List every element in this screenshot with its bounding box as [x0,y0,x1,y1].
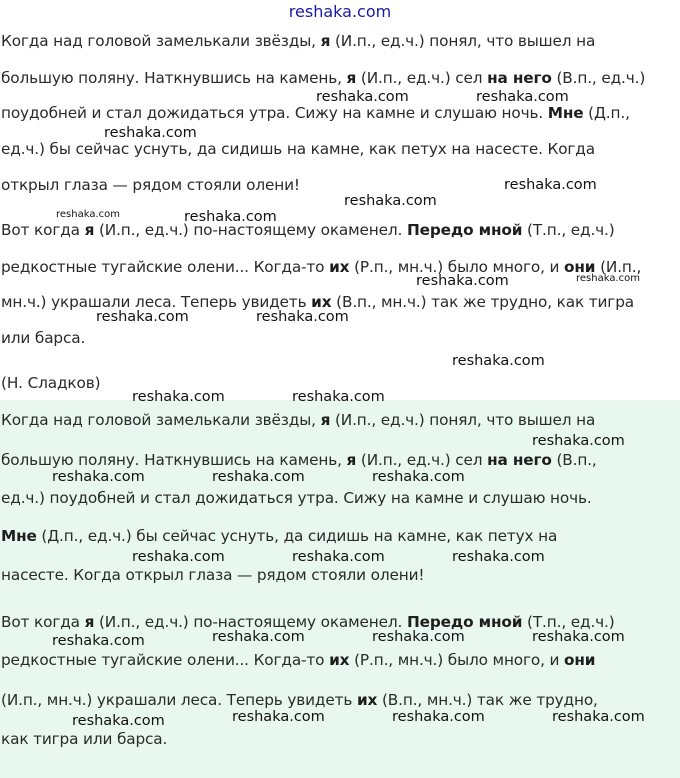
text-run: ед.ч.) поудобней и стал дожидаться утра. Сижу на камне и слушаю ночь. [1,489,592,507]
answer-line [1,565,424,585]
watermark: reshaka.com [452,549,545,565]
highlighted-pronoun: я [320,32,331,50]
text-run: (Н. Сладков) [1,374,101,392]
watermark: reshaka.com [292,549,385,565]
answer-line [1,526,557,546]
answer-line [1,410,595,430]
author-line [1,373,100,393]
top-line [1,139,595,159]
answer-line [1,650,595,670]
watermark: reshaka.com [552,709,645,725]
text-run: (В.п., мн.ч.) так же трудно, [377,691,598,709]
watermark: reshaka.com [316,89,409,105]
watermark: reshaka.com [96,309,189,325]
text-run: (И.п., ед.ч.) понял, что вышел на [330,32,596,50]
watermark: reshaka.com [372,469,465,485]
watermark: reshaka.com [212,469,305,485]
text-run: Вот когда [1,613,85,631]
top-line [1,220,615,240]
site-header[interactable]: reshaka.com [288,2,392,21]
text-run: (И.п., ед.ч.) сел [356,451,488,469]
watermark: reshaka.com [132,389,225,405]
text-run: Когда над головой замелькали звёзды, [1,411,321,429]
text-run: (И.п., ед.ч.) понял, что вышел на [330,411,596,429]
watermark: reshaka.com [232,709,325,725]
watermark: reshaka.com [532,629,625,645]
watermark: reshaka.com [372,629,465,645]
text-run: открыл глаза — рядом стояли олени! [1,176,300,194]
top-line [1,328,85,348]
watermark: reshaka.com [184,209,277,225]
highlighted-pronoun: Передо мной [406,221,523,239]
highlighted-pronoun: они [564,651,596,669]
watermark: reshaka.com [576,273,640,284]
highlighted-pronoun: их [356,691,378,709]
watermark: reshaka.com [416,273,509,289]
text-run: (И.п., мн.ч.) украшали леса. Теперь увидеть [1,691,357,709]
text-run: (Т.п., ед.ч.) [522,613,615,631]
text-run: насесте. Когда открыл глаза — рядом стояли олени! [1,566,425,584]
text-run: (Д.п., [583,104,630,122]
highlighted-pronoun: Передо мной [406,613,523,631]
text-run: мн.ч.) украшали леса. Теперь увидеть [1,293,312,311]
text-run: (Т.п., ед.ч.) [522,221,615,239]
watermark: reshaka.com [56,209,120,220]
watermark: reshaka.com [452,353,545,369]
watermark: reshaka.com [532,433,625,449]
text-run: (В.п., мн.ч.) так же трудно, как тигра [331,293,634,311]
watermark: reshaka.com [292,389,385,405]
text-run: большую поляну. Наткнувшись на камень, [1,69,347,87]
text-run: (Д.п., ед.ч.) бы сейчас уснуть, да сидишь на камне, как петух на [36,527,558,545]
answer-line [1,729,167,749]
highlighted-pronoun: я [320,411,331,429]
watermark: reshaka.com [504,177,597,193]
highlighted-pronoun: Мне [1,527,37,545]
watermark: reshaka.com [104,125,197,141]
text-run: (И.п., ед.ч.) сел [356,69,488,87]
highlighted-pronoun: их [311,293,332,311]
text-run: (И.п., ед.ч.) по-настоящему окаменел. [94,613,407,631]
highlighted-pronoun: я [84,613,95,631]
highlighted-pronoun: их [329,258,350,276]
text-run: большую поляну. Наткнувшись на камень, [1,451,347,469]
top-line [1,257,641,277]
text-run: ед.ч.) бы сейчас уснуть, да сидишь на камне, как петух на насесте. Когда [1,140,595,158]
highlighted-pronoun: Мне [547,104,584,122]
highlighted-pronoun: я [346,69,357,87]
text-run: Когда над головой замелькали звёзды, [1,32,321,50]
highlighted-pronoun: на него [487,451,552,469]
answer-line [1,488,592,508]
top-line [1,68,645,88]
top-line [1,175,300,195]
text-run: (И.п., ед.ч.) по-настоящему окаменел. [94,221,407,239]
answer-line [1,690,598,710]
watermark: reshaka.com [52,633,145,649]
highlighted-pronoun: на него [487,69,552,87]
text-run: Вот когда [1,221,85,239]
watermark: reshaka.com [72,713,165,729]
watermark: reshaka.com [256,309,349,325]
watermark: reshaka.com [392,709,485,725]
watermark: reshaka.com [344,193,437,209]
highlighted-pronoun: я [84,221,95,239]
watermark: reshaka.com [52,469,145,485]
text-run: (Р.п., мн.ч.) было много, и [349,651,565,669]
text-run: (Р.п., мн.ч.) было много, и [349,258,565,276]
top-line [1,103,630,123]
watermark: reshaka.com [476,89,569,105]
text-run: (В.п., [551,451,597,469]
answer-line [1,612,615,632]
watermark: reshaka.com [132,549,225,565]
watermark: reshaka.com [212,629,305,645]
highlighted-pronoun: я [346,451,357,469]
text-run: (И.п., [595,258,642,276]
text-run: редкостные тугайские олени... Когда-то [1,651,330,669]
top-line [1,31,595,51]
text-run: (В.п., ед.ч.) [551,69,646,87]
highlighted-pronoun: они [564,258,596,276]
text-run: или барса. [1,329,86,347]
text-run: редкостные тугайские олени... Когда-то [1,258,330,276]
answer-line [1,450,597,470]
highlighted-pronoun: их [329,651,350,669]
text-run: поудобней и стал дожидаться утра. Сижу на камне и слушаю ночь. [1,104,548,122]
text-run: как тигра или барса. [1,730,168,748]
